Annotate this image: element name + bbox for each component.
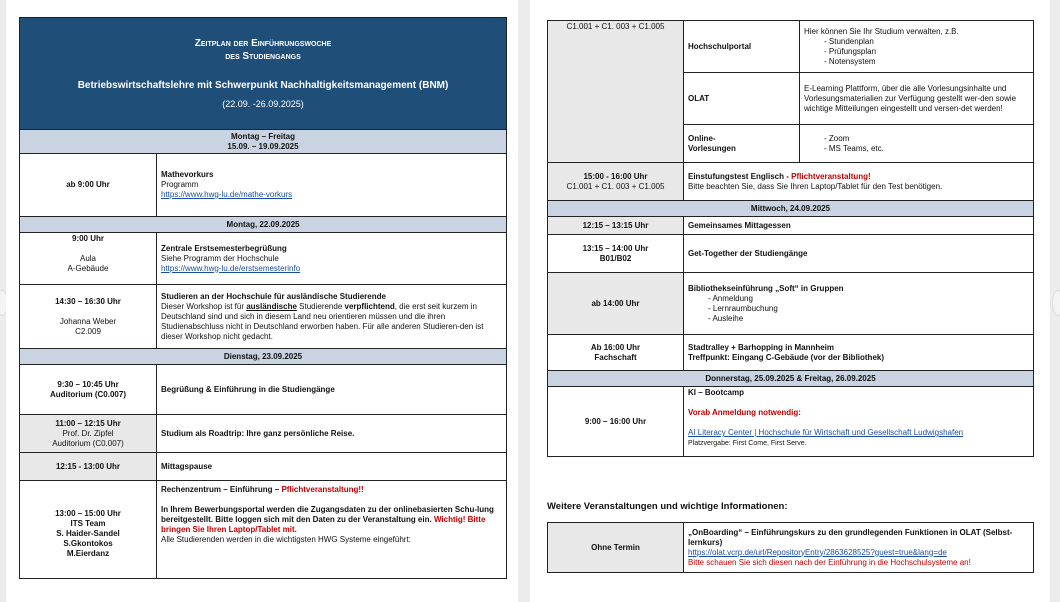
- event-time-place: [20, 365, 157, 415]
- event-room: C1.001 + C1. 003 + C1.005: [566, 181, 665, 191]
- event-person: S.Gkontokos: [63, 539, 113, 548]
- list-item: - Lernraumbuchung: [708, 304, 1029, 314]
- event-title: Rechenzentrum – Einführung –: [161, 485, 282, 494]
- table-row: [548, 21, 1034, 73]
- document-header: [20, 18, 507, 130]
- event-note: Platzvergabe: First Come, First Serve.: [688, 440, 807, 447]
- system-details: [800, 21, 1034, 73]
- event-title: Stadtralley + Barhopping in Mannheim: [688, 342, 835, 352]
- event-time: Ohne Termin: [548, 523, 684, 573]
- event-title: Studieren an der Hochschule für ausländische Studierende: [161, 291, 386, 301]
- event-title: Begrüßung & Einführung in die Studiengänge: [157, 365, 507, 415]
- event-title: „OnBoarding“ – Einführungskurs zu den grundlegenden Funktionen in OLAT (Selbst-lernkurs): [688, 527, 1013, 547]
- day-header-mo-fr: [20, 130, 507, 154]
- day-dates: 15.09. – 19.09.2025: [227, 141, 299, 151]
- event-time-place: [20, 285, 157, 349]
- table-row: [548, 387, 1034, 457]
- event-time-team: [20, 481, 157, 579]
- event-time-place: [20, 415, 157, 453]
- day-header-wednesday: Mittwoch, 24.09.2025: [548, 201, 1034, 217]
- day-header-monday: Montag, 22.09.2025: [20, 217, 507, 233]
- olat-onboarding-link[interactable]: https://olat.vcrp.de/url/RepositoryEntry/2863628525?guest=true&lang=de: [688, 547, 947, 557]
- table-row: [20, 233, 507, 285]
- event-text: Dieser Workshop ist für: [161, 301, 247, 311]
- event-title: Mittagspause: [157, 453, 507, 481]
- event-text: Bitte beachten Sie, dass Sie Ihren Laptop/Tablet für den Test benötigen.: [688, 181, 943, 191]
- system-text: Hier können Sie Ihr Studium verwalten, z.B.: [804, 26, 959, 36]
- table-row: [548, 163, 1034, 201]
- list-item: - Anmeldung: [708, 294, 1029, 304]
- event-details: [157, 154, 507, 217]
- event-time: 11:00 – 12:15 Uhr: [55, 418, 121, 428]
- event-room: Auditorium (C0.007): [49, 389, 126, 399]
- event-time-place: [548, 235, 684, 273]
- erstsemester-link[interactable]: https://www.hwg-lu.de/erstsemesterinfo: [161, 263, 301, 273]
- list-item: - Prüfungsplan: [824, 47, 1029, 57]
- schedule-table-page-1: [19, 17, 507, 579]
- event-time: 15:00 - 16:00 Uhr: [583, 171, 648, 181]
- event-room: Auditorium (C0.007): [52, 438, 124, 448]
- event-time: 9:00 – 16:00 Uhr: [548, 387, 684, 457]
- event-person: M.Eierdanz: [66, 549, 110, 558]
- header-title-1: Zeitplan der Einführungswoche: [194, 37, 332, 49]
- event-details: [684, 273, 1034, 335]
- event-title: Mathevorkurs: [161, 170, 214, 179]
- list-item: - Zoom: [824, 134, 1029, 144]
- day-label: Montag – Freitag: [231, 131, 296, 141]
- event-time-place: [548, 163, 684, 201]
- event-text: , die erst seit kurzem in Deutschland sind und sich in diesem Land neu orientieren müssen und die ihren Studienabschluss nicht in Deutschland erworben haben. Für alle anderen Studieren-den ist dieser Workshop nicht gedacht.: [161, 301, 484, 341]
- header-program: Betriebswirtschaftslehre mit Schwerpunkt Nachhaltigkeitsmanagement (BNM): [77, 79, 449, 91]
- schedule-table-page-2: [547, 20, 1034, 457]
- list-item: - Stundenplan: [824, 37, 1029, 47]
- event-time: 14:30 – 16:30 Uhr: [55, 296, 121, 306]
- page-scroll-right[interactable]: [1052, 290, 1060, 316]
- event-time: 12:15 – 13:15 Uhr: [548, 217, 684, 235]
- section-title: Weitere Veranstaltungen und wichtige Informationen:: [547, 501, 788, 512]
- table-row: [548, 523, 1034, 573]
- event-time: 13:00 – 15:00 Uhr: [55, 509, 121, 518]
- event-details: [684, 335, 1034, 371]
- list-item: - MS Teams, etc.: [824, 144, 1029, 154]
- event-title: Gemeinsames Mittagessen: [684, 217, 1034, 235]
- event-building: A-Gebäude: [67, 264, 109, 273]
- list-item: - Ausleihe: [708, 314, 1029, 324]
- online-list: [804, 134, 1029, 154]
- event-room: Fachschaft: [594, 352, 637, 362]
- system-name: OLAT: [684, 73, 800, 125]
- table-row: [20, 415, 507, 453]
- event-text-bold: verpflichtend: [344, 301, 395, 311]
- event-text: In Ihrem Bewerbungsportal werden die Zugangsdaten zu der onlinebasierten Schu-lung bereitgestellt. Bitte loggen sich mit den Daten zu der Veranstaltung ein.: [161, 505, 494, 524]
- event-details: [157, 233, 507, 285]
- event-text-underlined: ausländische: [246, 301, 297, 311]
- event-title: Bibliothekseinführung „Soft“ in Gruppen: [688, 283, 844, 293]
- table-row: [20, 453, 507, 481]
- event-details: [684, 387, 1034, 457]
- event-details: [157, 285, 507, 349]
- table-row: [20, 154, 507, 217]
- event-warning: Bitte schauen Sie sich diesen nach der Einführung in die Hochschulsysteme an!: [688, 557, 971, 567]
- event-person: Johanna Weber: [59, 316, 117, 326]
- event-title: Studium als Roadtrip: Ihre ganz persönliche Reise.: [157, 415, 507, 453]
- document-page-1: [6, 0, 518, 602]
- event-time: 12:15 - 13:00 Uhr: [20, 453, 157, 481]
- event-important: Wichtig! Bitte bringen Sie Ihren Laptop/Tablet mit.: [161, 515, 486, 534]
- document-page-2: [530, 0, 1050, 602]
- event-title: Get-Together der Studiengänge: [684, 235, 1034, 273]
- further-info-table: [547, 522, 1034, 573]
- event-text: Alle Studierenden werden in die wichtigsten HWG Systeme eingeführt:: [161, 535, 411, 544]
- system-name-line: Online-: [688, 133, 716, 143]
- mathe-link[interactable]: https://www.hwg-lu.de/mathe-vorkurs: [161, 190, 293, 199]
- ai-literacy-link[interactable]: AI Literacy Center | Hochschule für Wirtschaft und Gesellschaft Ludwigshafen: [688, 428, 964, 437]
- event-time: 9:30 – 10:45 Uhr: [57, 379, 119, 389]
- day-header-thursday-friday: Donnerstag, 25.09.2025 & Freitag, 26.09.2025: [548, 371, 1034, 387]
- table-row: [548, 235, 1034, 273]
- event-subtitle: Siehe Programm der Hochschule: [161, 253, 279, 263]
- event-team: ITS Team: [70, 519, 106, 528]
- day-header-tuesday: Dienstag, 23.09.2025: [20, 349, 507, 365]
- portal-list: [804, 37, 1029, 67]
- event-time-place: [20, 233, 157, 285]
- event-person: S. Haider-Sandel: [56, 529, 120, 538]
- event-required: Pflichtveranstaltung!!: [281, 485, 364, 494]
- table-row: [548, 335, 1034, 371]
- event-person: Prof. Dr. Zipfel: [62, 428, 114, 438]
- event-subtitle: Programm: [161, 180, 199, 189]
- system-details: [800, 125, 1034, 163]
- system-text: E-Learning Plattform, über die alle Vorlesungsinhalte und Vorlesungsmaterialien zur Verfügung gestellt wer-den sowie wichtige Mitteilungen eingestellt und versen-det werden!: [800, 73, 1034, 125]
- table-row: [548, 273, 1034, 335]
- event-room: C2.009: [75, 326, 101, 336]
- system-name: Hochschulportal: [684, 21, 800, 73]
- event-details: [684, 163, 1034, 201]
- event-details: [684, 523, 1034, 573]
- header-title-2: des Studiengangs: [225, 50, 301, 62]
- rooms: C1.001 + C1. 003 + C1.005: [548, 21, 684, 163]
- library-list: [688, 294, 1029, 324]
- event-text: Studierende: [296, 301, 345, 311]
- table-row: [548, 217, 1034, 235]
- event-title: Zentrale Erstsemesterbegrüßung: [161, 243, 287, 253]
- event-place: Aula: [79, 254, 96, 263]
- event-time: 9:00 Uhr: [71, 234, 104, 243]
- event-title: KI – Bootcamp: [688, 388, 745, 397]
- system-name: [684, 125, 800, 163]
- header-dates: (22.09. -26.09.2025): [222, 98, 304, 109]
- event-details: [157, 481, 507, 579]
- system-name-line: Vorlesungen: [688, 143, 736, 153]
- event-required: Pflichtveranstaltung!: [791, 171, 871, 181]
- table-row: [20, 285, 507, 349]
- event-required: Vorab Anmeldung notwendig:: [688, 408, 801, 417]
- table-row: [20, 365, 507, 415]
- event-time: 13:15 – 14:00 Uhr: [582, 243, 649, 253]
- event-meeting-point: Treffpunkt: Eingang C-Gebäude (vor der Bibliothek): [688, 352, 885, 362]
- table-row: [20, 481, 507, 579]
- event-title: Einstufungstest Englisch -: [688, 171, 792, 181]
- event-time-place: [548, 335, 684, 371]
- event-room: B01/B02: [599, 253, 632, 263]
- event-time: ab 9:00 Uhr: [20, 154, 157, 217]
- event-time: ab 14:00 Uhr: [548, 273, 684, 335]
- list-item: - Notensystem: [824, 57, 1029, 67]
- event-time: Ab 16:00 Uhr: [590, 342, 641, 352]
